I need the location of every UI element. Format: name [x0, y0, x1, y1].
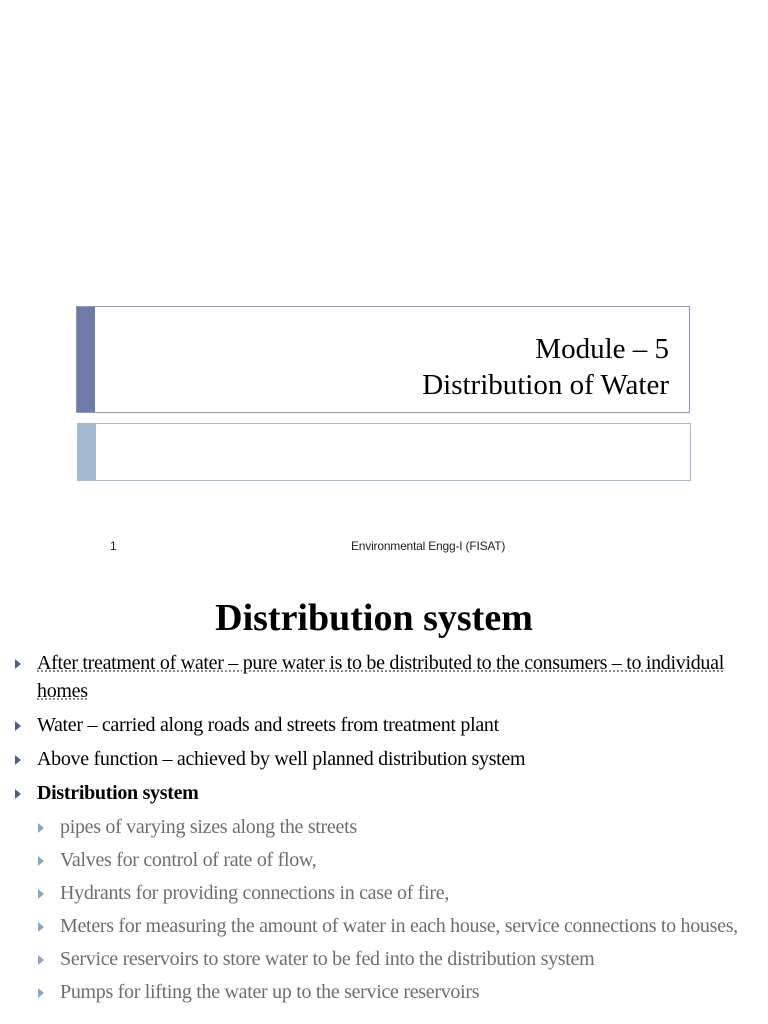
slide-number: 1 [110, 539, 117, 553]
sub-bullet-text: Valves for control of rate of flow, [60, 849, 317, 871]
bullet-item [0, 711, 768, 739]
triangle-right-icon [38, 988, 44, 998]
subtitle-box [77, 423, 691, 481]
bullet-item [0, 779, 768, 807]
title-line-module: Module – 5 [535, 333, 669, 365]
bullet-text: Above function – achieved by well planned distribution system [37, 748, 526, 770]
triangle-right-icon [38, 856, 44, 866]
bullet-text: After treatment of water – pure water is to be distributed to the consumers – to individual homes [37, 652, 724, 702]
triangle-right-icon [15, 789, 21, 799]
sub-bullet-text: pipes of varying sizes along the streets [60, 816, 357, 838]
triangle-right-icon [38, 823, 44, 833]
sub-bullet-text: Meters for measuring the amount of water in each house, service connections to houses, [60, 915, 738, 937]
sub-bullet-text: Hydrants for providing connections in case of fire, [60, 882, 450, 904]
triangle-right-icon [15, 721, 21, 731]
slide-title [422, 331, 669, 403]
sub-bullet-text: Pumps for lifting the water up to the service reservoirs [60, 981, 480, 1003]
slide-footer: Environmental Engg-I (FISAT) [351, 539, 506, 553]
triangle-right-icon [15, 755, 21, 765]
title-line-topic: Distribution of Water [422, 369, 669, 401]
triangle-right-icon [38, 889, 44, 899]
sub-bullet-text: Service reservoirs to store water to be fed into the distribution system [60, 948, 595, 970]
sub-bullet-item [0, 813, 768, 841]
sub-bullet-item [0, 945, 768, 973]
slide-heading: Distribution system [215, 597, 533, 639]
bullet-item [0, 649, 768, 705]
sub-bullet-item [0, 978, 768, 1006]
title-accent-bar [77, 307, 95, 412]
content-slide [0, 575, 768, 1024]
sub-bullet-item [0, 912, 768, 940]
bullet-list [0, 649, 768, 1011]
sub-bullet-item [0, 846, 768, 874]
bullet-text: Water – carried along roads and streets from treatment plant [37, 714, 499, 736]
bullet-item [0, 745, 768, 773]
triangle-right-icon [15, 659, 21, 669]
sub-bullet-item [0, 879, 768, 907]
title-box [76, 306, 690, 413]
triangle-right-icon [38, 955, 44, 965]
subtitle-accent-bar [78, 424, 96, 480]
bullet-text: Distribution system [37, 782, 199, 804]
triangle-right-icon [38, 922, 44, 932]
